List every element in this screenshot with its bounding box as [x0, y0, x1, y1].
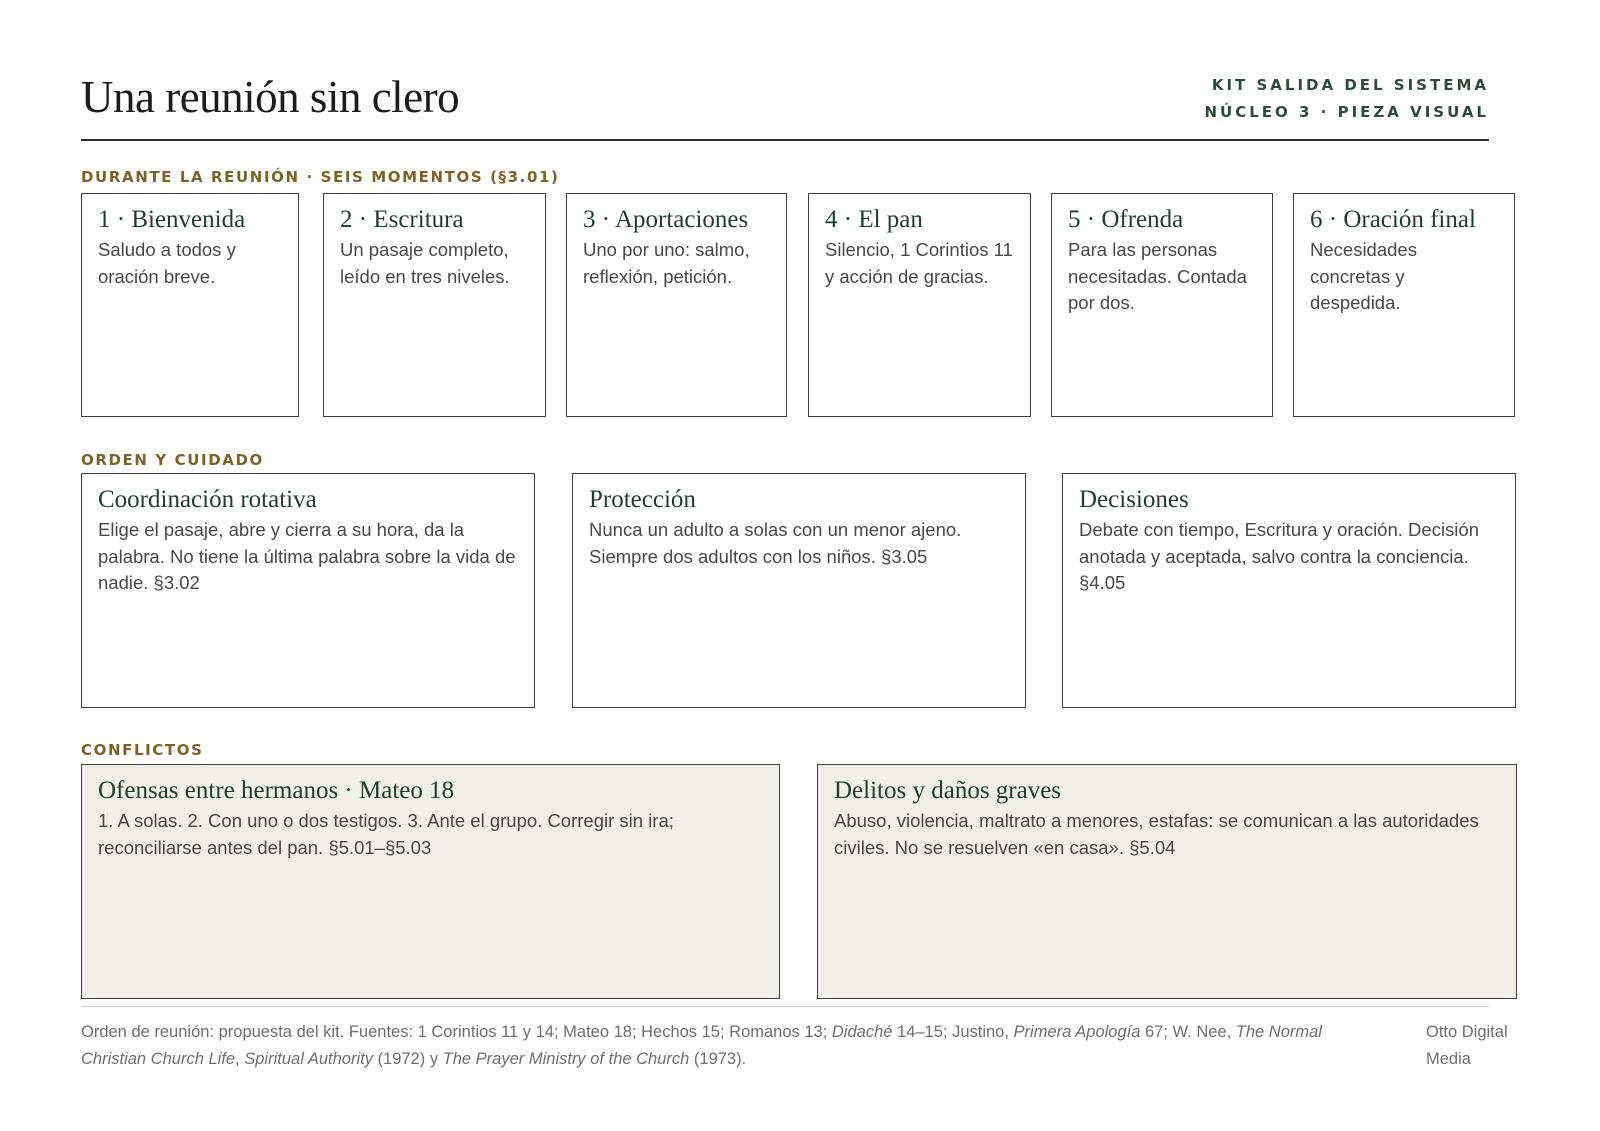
order-card-coordination	[81, 473, 535, 708]
sources-text: ,	[235, 1050, 245, 1068]
source-title: The Normal Christian Church Life	[81, 1023, 1322, 1068]
moment-card-title: 5 · Ofrenda	[1068, 206, 1184, 233]
conflict-card-body: Abuso, violencia, maltrato a menores, estafas: se comunican a las autoridades civiles. No se resuelven «en casa». §5.04	[834, 810, 1479, 858]
footer-divider	[81, 1006, 1489, 1007]
footer-sources	[81, 1019, 1371, 1073]
kit-line-2: NÚCLEO 3 · PIEZA VISUAL	[1204, 103, 1489, 121]
sources-text: (1972) y	[372, 1050, 443, 1068]
conflict-card-offenses	[81, 764, 780, 999]
moment-card-body: Saludo a todos y oración breve.	[98, 239, 236, 287]
order-card-title: Coordinación rotativa	[98, 486, 317, 513]
conflict-card-title: Delitos y daños graves	[834, 777, 1062, 804]
order-card-body: Nunca un adulto a solas con un menor ajeno. Siempre dos adultos con los niños. §3.05	[589, 519, 962, 567]
moment-card-body: Uno por uno: salmo, reflexión, petición.	[583, 239, 750, 287]
moment-card-title: 3 · Aportaciones	[583, 206, 749, 233]
moment-card-2	[323, 193, 546, 417]
order-card-title: Decisiones	[1079, 486, 1189, 513]
moment-card-title: 4 · El pan	[825, 206, 923, 233]
order-card-body: Elige el pasaje, abre y cierra a su hora, da la palabra. No tiene la última palabra sobre la vida de nadie. §3.02	[98, 519, 516, 593]
moment-card-body: Un pasaje completo, leído en tres niveles.	[340, 239, 510, 287]
source-title: Spiritual Authority	[244, 1050, 373, 1068]
section-label-moments: DURANTE LA REUNIÓN · SEIS MOMENTOS (§3.01)	[81, 168, 560, 186]
moment-card-title: 6 · Oración final	[1310, 206, 1476, 233]
conflict-card-title: Ofensas entre hermanos · Mateo 18	[98, 777, 455, 804]
source-title: Didaché	[831, 1023, 893, 1041]
kit-label	[1204, 72, 1489, 126]
moment-card-6	[1293, 193, 1515, 417]
moment-card-body: Silencio, 1 Corintios 11 y acción de gracias.	[825, 239, 1013, 287]
sources-text: Orden de reunión: propuesta del kit. Fuentes: 1 Corintios 11 y 14; Mateo 18; Hechos 15; Romanos 13;	[81, 1023, 832, 1041]
order-card-protection	[572, 473, 1026, 708]
section-label-order: ORDEN Y CUIDADO	[81, 451, 264, 469]
moment-card-5	[1051, 193, 1273, 417]
moment-card-3	[566, 193, 787, 417]
sources-text: (1973).	[689, 1050, 747, 1068]
moment-card-body: Necesidades concretas y despedida.	[1310, 239, 1417, 313]
order-card-title: Protección	[589, 486, 696, 513]
conflict-card-body: 1. A solas. 2. Con uno o dos testigos. 3. Ante el grupo. Corregir sin ira; reconciliarse antes del pan. §5.01–§5.03	[98, 810, 674, 858]
order-card-decisions	[1062, 473, 1516, 708]
conflict-card-crimes	[817, 764, 1517, 999]
moment-card-title: 1 · Bienvenida	[98, 206, 246, 233]
section-label-conflicts: CONFLICTOS	[81, 741, 204, 759]
page-title: Una reunión sin clero	[81, 72, 460, 122]
moment-card-body: Para las personas necesitadas. Contada por dos.	[1068, 239, 1247, 313]
kit-line-1: KIT SALIDA DEL SISTEMA	[1211, 76, 1489, 94]
moment-card-1	[81, 193, 299, 417]
footer-brand: Otto Digital Media	[1426, 1023, 1508, 1068]
order-card-body: Debate con tiempo, Escritura y oración. Decisión anotada y aceptada, salvo contra la conciencia. §4.05	[1079, 519, 1479, 593]
moment-card-4	[808, 193, 1031, 417]
source-title: The Prayer Ministry of the Church	[442, 1050, 690, 1068]
moment-card-title: 2 · Escritura	[340, 206, 464, 233]
sources-text: 14–15; Justino,	[892, 1023, 1014, 1041]
sources-text: 67; W. Nee,	[1140, 1023, 1236, 1041]
header-divider	[81, 139, 1489, 141]
source-title: Primera Apología	[1013, 1023, 1141, 1041]
